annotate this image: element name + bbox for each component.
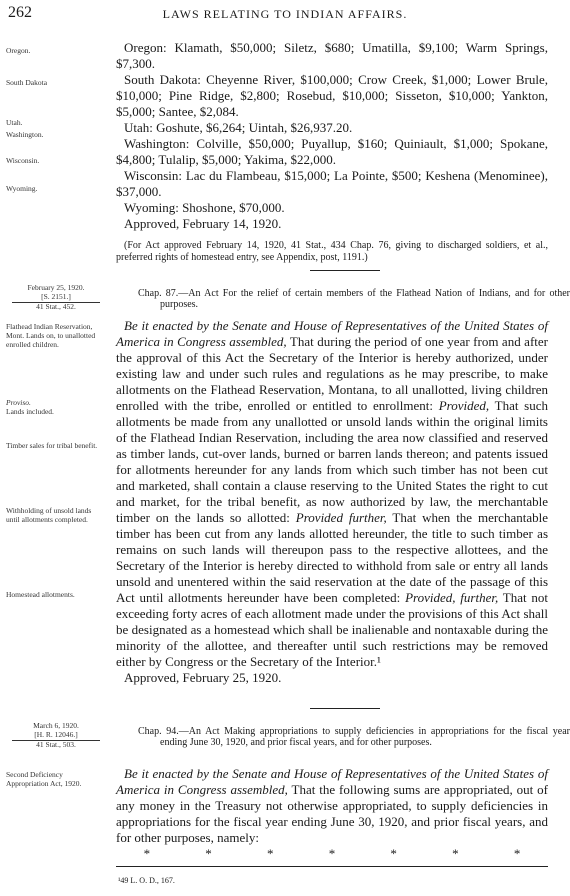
chap87-text-4: That not exceeding forty acres of each allotment made under the provisions of this Act shall be designated as a homestead which shall be inalienable and nontaxable during the minority of the allottee, and thereafter until such restrictions may be removed either by Congress or the Secretary of the Interior.¹ — [116, 590, 549, 669]
chap87-heading: Chap. 87.—An Act For the relief of certain members of the Flathead Nation of Indians, and for other purposes. — [138, 288, 570, 310]
margin-flathead: Flathead Indian Reservation, Mont. Lands on, to unallotted enrolled children. — [6, 322, 96, 349]
chap94-date: March 6, 1920. — [33, 721, 79, 730]
chap94-citation — [6, 722, 106, 750]
chap87-citation — [6, 284, 106, 312]
enacting-clause-2: Be it enacted by the Senate and House of Representatives of the United States of America in Congress assembled, — [116, 766, 548, 797]
chap94-paragraph — [116, 766, 548, 846]
wyoming-paragraph: Wyoming: Shoshone, $70,000. — [124, 200, 285, 215]
oregon-paragraph: Oregon: Klamath, $50,000; Siletz, $680; Umatilla, $9,100; Warm Springs, $7,300. — [116, 40, 548, 71]
chap94-bill: [H. R. 12046.] — [34, 729, 78, 739]
chap87-stat: 41 Stat., 452. — [12, 302, 100, 312]
star: * — [267, 846, 274, 861]
star: * — [205, 846, 212, 861]
margin-homestead: Homestead allotments. — [6, 590, 75, 599]
south-dakota-paragraph: South Dakota: Cheyenne River, $100,000; Crow Creek, $1,000; Lower Brule, $10,000; Pine Ridge, $2,800; Rosebud, $10,000; Sisseton, $10,000; Yankton, $5,000; Santee, $2,084. — [116, 72, 548, 119]
proviso-3: Provided, further, — [405, 590, 499, 605]
margin-timber-sales: Timber sales for tribal benefit. — [6, 441, 98, 450]
margin-lands-included: Lands included. — [6, 407, 54, 416]
chap87-paragraph — [116, 318, 548, 670]
margin-washington: Washington. — [6, 130, 44, 139]
star: * — [143, 846, 151, 861]
star: * — [328, 846, 336, 861]
chap87-text-3: That when the merchantable timber has been cut from any lands allotted hereunder, the title to such timber as remains on such lands will thereupon pass to the respective allottees, and the Secretary of the Interior is hereby directed to withhold from sale or entry all lands unsold and unentered within the said reservation at the date of the passage of this Act until allotments hereunder have been completed: — [116, 510, 548, 605]
section1-text — [116, 40, 548, 264]
omission-stars — [116, 846, 548, 862]
star: * — [513, 846, 521, 861]
chap94-text: That the following sums are appropriated, out of any money in the Treasury not otherwise appropriated, to supply deficiencies in appropriations for the fiscal year ending June 30, 1920, and prior fiscal years, and for other purposes, namely: — [116, 782, 548, 845]
washington-paragraph: Washington: Colville, $50,000; Puyallup, $160; Quiniault, $1,000; Spokane, $4,800; Tulalip, $5,000; Yakima, $22,000. — [116, 136, 548, 167]
chap94-body — [116, 766, 548, 846]
cross-reference-note: (For Act approved February 14, 1920, 41 Stat., 434 Chap. 76, giving to discharged soldiers, et al., preferred rights of homestead entry, see Appendix, post, 1191.) — [116, 240, 548, 263]
utah-paragraph: Utah: Goshute, $6,264; Uintah, $26,937.20. — [124, 120, 353, 135]
chap87-bill: [S. 2151.] — [41, 291, 71, 301]
chap94-heading: Chap. 94.—An Act Making appropriations to supply deficiencies in appropriations for the fiscal year ending June 30, 1920, and prior fiscal years, and for other purposes. — [138, 726, 570, 748]
star: * — [452, 846, 459, 861]
footnote-rule — [116, 866, 548, 867]
chap94-stat: 41 Stat., 503. — [12, 740, 100, 750]
margin-south-dakota: South Dakota — [6, 78, 48, 87]
margin-second-deficiency: Second Deficiency Appropriation Act, 1920. — [6, 770, 82, 788]
approved-feb14: Approved, February 14, 1920. — [124, 216, 282, 231]
chap87-date: February 25, 1920. — [27, 283, 85, 292]
chap87-body — [116, 318, 548, 686]
wisconsin-paragraph: Wisconsin: Lac du Flambeau, $15,000; La Pointe, $500; Keshena (Menominee), $37,000. — [116, 168, 548, 199]
margin-wyoming: Wyoming. — [6, 184, 38, 193]
star: * — [390, 846, 397, 861]
chap87-text-2: That such allotments be made from any unallotted or unsold lands within the original limits of the Flathead Indian Reservation, including the area now classified and reserved as timber lands, cut-over lands, burned or barren lands thereon; and patents issued for allotments hereunder for any lands from which such timber has not been cut and marketed, shall contain a clause reserving to the United States the right to cut and market, for the tribal benefit, as now authorized by law, the merchantable timber on the lands so allotted: — [116, 398, 549, 525]
margin-utah: Utah. — [6, 118, 23, 127]
margin-oregon: Oregon. — [6, 46, 31, 55]
section-divider-2 — [310, 708, 380, 709]
margin-withholding: Withholding of unsold lands until allotments completed. — [6, 506, 92, 524]
proviso-2: Provided further, — [295, 510, 387, 525]
proviso-1: Provided, — [438, 398, 490, 413]
enacting-clause: Be it enacted by the Senate and House of Representatives of the United States of America in Congress assembled, — [116, 318, 548, 349]
section-divider — [310, 270, 380, 271]
approved-feb25: Approved, February 25, 1920. — [124, 670, 282, 685]
margin-proviso: Proviso. — [6, 398, 31, 407]
running-title: LAWS RELATING TO INDIAN AFFAIRS. — [162, 7, 408, 21]
chap87-text-1: That during the period of one year from and after the approval of this Act the Secretary of the Interior is hereby authorized, under existing law and under such rules and regulations as he may prescribe, to make allotments on the Flathead Reservation, Montana, to all unallotted, living children enrolled with the tribe, enrolled or entitled to enrollment: — [116, 334, 548, 413]
margin-wisconsin: Wisconsin. — [6, 156, 40, 165]
page-number: 262 — [8, 4, 32, 21]
footnote: ¹49 L. O. D., 167. — [118, 876, 175, 885]
